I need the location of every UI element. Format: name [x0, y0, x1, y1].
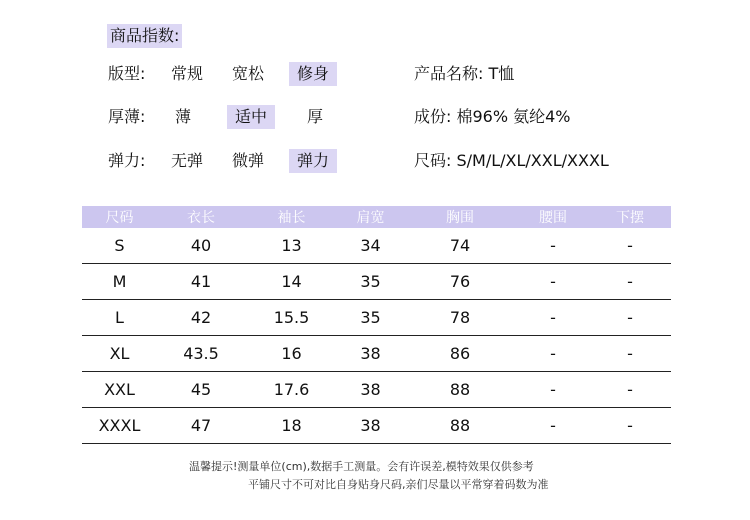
- thickness-option-thick: 厚: [307, 107, 324, 126]
- cell-shoulder: 35: [338, 264, 403, 300]
- col-header-sleeve: 袖长: [245, 206, 338, 228]
- table-row: [82, 336, 671, 372]
- cell-sleeve: 14: [245, 264, 338, 300]
- cell-length: 42: [157, 300, 245, 336]
- cell-sleeve: 18: [245, 408, 338, 444]
- table-row: [82, 228, 671, 264]
- cell-length: 43.5: [157, 336, 245, 372]
- cell-waist: -: [517, 336, 589, 372]
- cell-sleeve: 13: [245, 228, 338, 264]
- cell-size: XL: [82, 336, 157, 372]
- fit-label: 版型:: [108, 64, 146, 83]
- cell-hem: -: [589, 300, 671, 336]
- cell-shoulder: 34: [338, 228, 403, 264]
- cell-hem: -: [589, 336, 671, 372]
- cell-waist: -: [517, 408, 589, 444]
- elasticity-option-slight: 微弹: [232, 151, 265, 170]
- col-header-waist: 腰围: [517, 206, 589, 228]
- cell-shoulder: 38: [338, 372, 403, 408]
- cell-waist: -: [517, 372, 589, 408]
- cell-length: 47: [157, 408, 245, 444]
- cell-length: 45: [157, 372, 245, 408]
- cell-sleeve: 15.5: [245, 300, 338, 336]
- page-title: 商品指数:: [107, 24, 182, 48]
- thickness-option-thin: 薄: [175, 107, 192, 126]
- cell-waist: -: [517, 264, 589, 300]
- table-row: [82, 372, 671, 408]
- col-header-length: 衣长: [157, 206, 245, 228]
- cell-chest: 76: [403, 264, 517, 300]
- product-name: 产品名称: T恤: [414, 64, 515, 83]
- cell-waist: -: [517, 300, 589, 336]
- thickness-label: 厚薄:: [108, 107, 146, 126]
- cell-size: XXXL: [82, 408, 157, 444]
- elasticity-label: 弹力:: [108, 151, 146, 170]
- cell-size: XXL: [82, 372, 157, 408]
- cell-sleeve: 17.6: [245, 372, 338, 408]
- elasticity-option-none: 无弹: [171, 151, 204, 170]
- cell-hem: -: [589, 408, 671, 444]
- cell-sleeve: 16: [245, 336, 338, 372]
- cell-chest: 86: [403, 336, 517, 372]
- size-table-header: [82, 206, 671, 228]
- col-header-chest: 胸围: [403, 206, 517, 228]
- cell-chest: 88: [403, 408, 517, 444]
- cell-shoulder: 38: [338, 336, 403, 372]
- cell-waist: -: [517, 228, 589, 264]
- cell-length: 41: [157, 264, 245, 300]
- fit-option-slim-selected: 修身: [289, 62, 337, 86]
- note-line-2: 平铺尺寸不可对比自身贴身尺码,亲们尽量以平常穿着码数为准: [248, 478, 549, 491]
- cell-chest: 74: [403, 228, 517, 264]
- fit-option-loose: 宽松: [232, 64, 265, 83]
- cell-size: M: [82, 264, 157, 300]
- cell-chest: 88: [403, 372, 517, 408]
- cell-size: S: [82, 228, 157, 264]
- table-row: [82, 300, 671, 336]
- cell-shoulder: 35: [338, 300, 403, 336]
- cell-hem: -: [589, 228, 671, 264]
- thickness-option-medium-selected: 适中: [227, 105, 275, 129]
- cell-hem: -: [589, 372, 671, 408]
- product-composition: 成份: 棉96% 氨纶4%: [414, 107, 571, 126]
- cell-shoulder: 38: [338, 408, 403, 444]
- table-row: [82, 264, 671, 300]
- col-header-size: 尺码: [82, 206, 157, 228]
- size-table: [82, 206, 671, 444]
- cell-chest: 78: [403, 300, 517, 336]
- col-header-shoulder: 肩宽: [338, 206, 403, 228]
- cell-length: 40: [157, 228, 245, 264]
- fit-option-regular: 常规: [171, 64, 204, 83]
- table-row: [82, 408, 671, 444]
- note-line-1: 温馨提示!测量单位(cm),数据手工测量。会有许误差,模特效果仅供参考: [189, 460, 534, 473]
- cell-size: L: [82, 300, 157, 336]
- cell-hem: -: [589, 264, 671, 300]
- product-sizes: 尺码: S/M/L/XL/XXL/XXXL: [414, 151, 609, 170]
- elasticity-option-elastic-selected: 弹力: [289, 149, 337, 173]
- col-header-hem: 下摆: [589, 206, 671, 228]
